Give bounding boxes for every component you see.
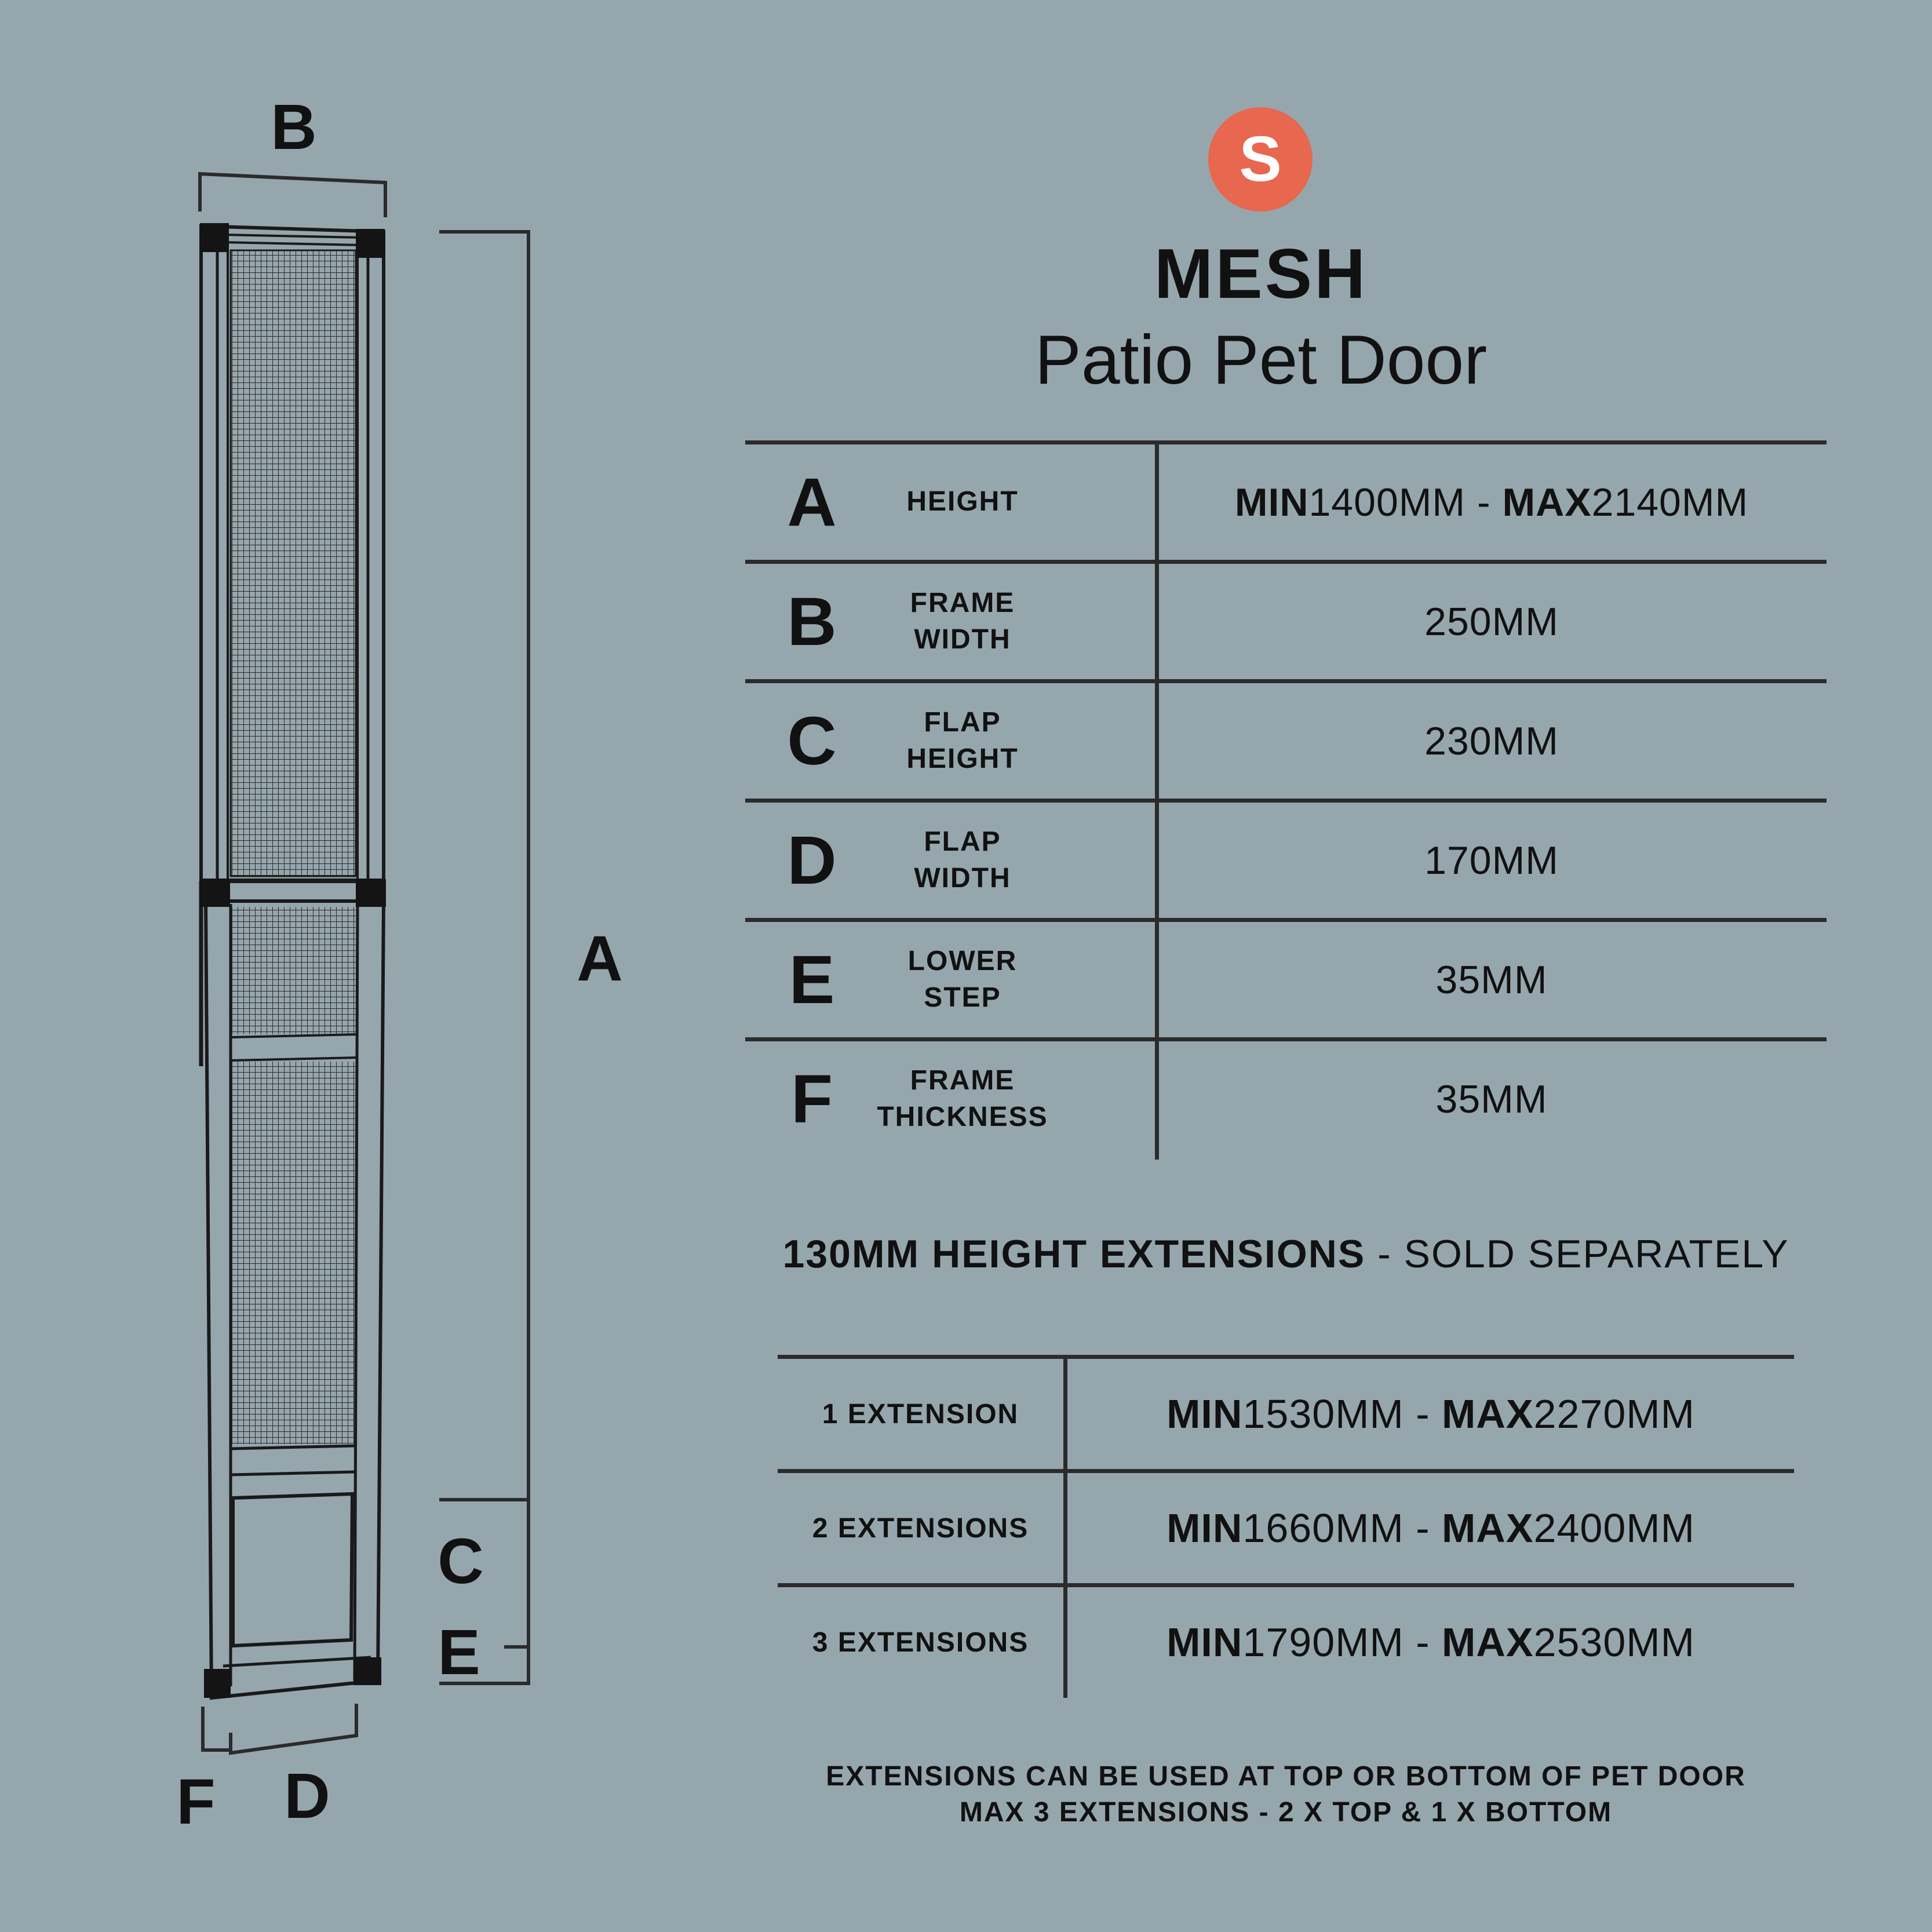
min-value: 1400MM	[1308, 480, 1466, 524]
dimension-row-b	[745, 560, 1827, 679]
extensions-heading: 130MM HEIGHT EXTENSIONS - SOLD SEPARATELY	[782, 1232, 1789, 1276]
extension-value: MIN 1660MM - MAX 2400MM	[1167, 1505, 1695, 1551]
diagram-label-d: D	[284, 1760, 330, 1832]
extensions-footnote	[745, 1759, 1827, 1831]
min-label: MIN	[1167, 1505, 1243, 1551]
dimension-label: FRAME THICKNESS	[877, 1065, 1048, 1132]
diagram-label-c: C	[438, 1526, 484, 1597]
extension-label: 3 EXTENSIONS	[812, 1627, 1029, 1658]
brand-logo: S	[1208, 107, 1313, 212]
extensions-column-divider	[1063, 1359, 1067, 1698]
dimension-value: 230MM	[1424, 719, 1559, 763]
dimension-value: 35MM	[1435, 957, 1548, 1002]
diagram-label-b: B	[271, 92, 317, 163]
max-value: 2140MM	[1591, 480, 1749, 524]
extension-label: 1 EXTENSION	[822, 1398, 1019, 1430]
dim-d-bracket	[231, 1704, 356, 1753]
max-label: MAX	[1502, 480, 1592, 524]
extension-row-3	[778, 1583, 1794, 1697]
extension-label: 2 EXTENSIONS	[812, 1512, 1029, 1544]
dimension-row-d	[745, 799, 1827, 918]
dimension-letter: F	[790, 1060, 833, 1138]
mesh-panel-lower	[232, 1062, 356, 1444]
footnote-line-2: MAX 3 EXTENSIONS - 2 X TOP & 1 X BOTTOM	[959, 1797, 1613, 1828]
max-value: 2530MM	[1533, 1620, 1695, 1665]
max-label: MAX	[1441, 1505, 1534, 1551]
diagram-label-f: F	[176, 1766, 216, 1838]
footnote-line-1: EXTENSIONS CAN BE USED AT TOP OR BOTTOM OF PET DOOR	[826, 1761, 1746, 1792]
diagram-label-a: A	[577, 923, 623, 994]
dimension-letter: E	[789, 941, 835, 1018]
min-value: 1660MM	[1242, 1505, 1404, 1551]
extensions-table	[778, 1355, 1794, 1697]
min-label: MIN	[1167, 1391, 1243, 1437]
dimension-label: FLAP HEIGHT	[906, 707, 1019, 774]
diagram-label-e: E	[438, 1617, 480, 1688]
dim-b-bracket	[200, 174, 385, 217]
dimension-value: MIN 1400MM - MAX 2140MM	[1234, 480, 1749, 524]
dimension-value: 35MM	[1435, 1077, 1548, 1121]
min-label: MIN	[1167, 1620, 1243, 1665]
dimension-value: 170MM	[1424, 838, 1559, 883]
dimension-label: HEIGHT	[906, 486, 1019, 517]
product-subtitle: Patio Pet Door	[1034, 321, 1488, 399]
extension-value: MIN 1790MM - MAX 2530MM	[1167, 1620, 1695, 1665]
dimension-letter: C	[787, 702, 837, 779]
extension-value: MIN 1530MM - MAX 2270MM	[1167, 1391, 1695, 1437]
dimension-label: FRAME WIDTH	[910, 588, 1015, 655]
extension-row-2	[778, 1469, 1794, 1583]
max-value: 2400MM	[1533, 1505, 1695, 1551]
dimension-value: 250MM	[1424, 599, 1559, 644]
dimension-letter: D	[787, 822, 837, 899]
dimension-label: FLAP WIDTH	[914, 826, 1011, 894]
extension-row-1	[778, 1355, 1794, 1469]
extensions-heading-bold: 130MM HEIGHT EXTENSIONS	[782, 1232, 1366, 1276]
dimension-row-e	[745, 918, 1827, 1037]
dimension-row-f	[745, 1037, 1827, 1157]
dimension-letter: B	[787, 583, 837, 660]
max-label: MAX	[1441, 1391, 1534, 1437]
dim-f-bracket	[203, 1707, 231, 1750]
product-title: MESH	[1154, 234, 1368, 313]
dimension-row-c	[745, 679, 1827, 799]
max-label: MAX	[1441, 1620, 1534, 1665]
dimension-row-a	[745, 440, 1827, 560]
extensions-heading-rest: SOLD SEPARATELY	[1404, 1232, 1789, 1276]
dimensions-table	[745, 440, 1827, 1157]
max-value: 2270MM	[1533, 1391, 1695, 1437]
dimensions-column-divider	[1155, 444, 1159, 1160]
min-label: MIN	[1234, 480, 1309, 524]
min-value: 1790MM	[1242, 1620, 1404, 1665]
min-value: 1530MM	[1242, 1391, 1404, 1437]
mesh-panel-middle	[232, 907, 356, 1034]
pet-flap	[233, 1494, 352, 1646]
dimension-label: LOWER STEP	[907, 946, 1018, 1013]
dimension-letter: A	[787, 464, 837, 541]
mesh-panel-upper	[231, 250, 356, 876]
dim-a-bracket	[439, 232, 528, 1683]
